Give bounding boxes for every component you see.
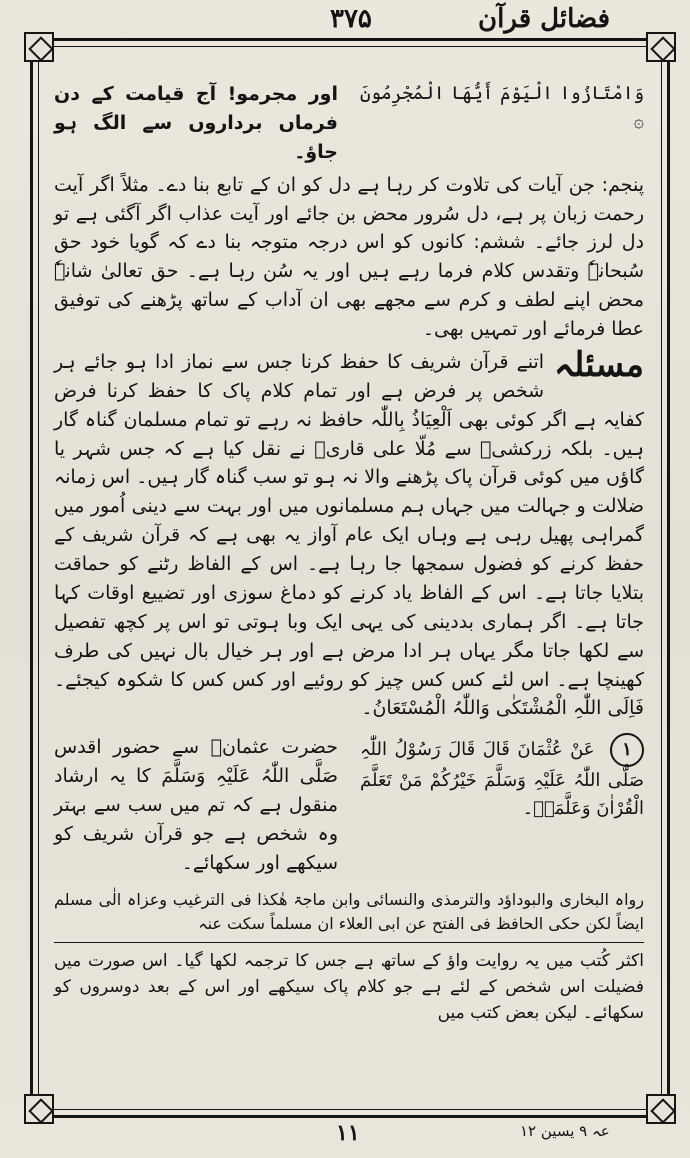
body-paragraph: پنجم: جن آیات کی تلاوت کر رہا ہے دل کو ان کے تابع بنا دے۔ مثلاً اگر آیت رحمت زبان پر ہے، دل سُرور محض بن جائے اور آیت عذاب اگر آگئی ہے تو دل لرز جائے۔ ششم: کانوں کو اس درجہ متوجہ بنا دے کہ گویا خود حق سُبحانہٗ وتقدس کلام فرما رہے ہیں اور یہ سُن رہا ہے۔ حق تعالیٰ شانہٗ محض اپنے لطف و کرم سے مجھے بھی ان آداب کے ساتھ پڑھنے کی توفیق عطا فرمائے اور تمہیں بھی۔ [54,173,644,340]
running-header-title: فضائل قرآن [478,4,610,34]
hadith-urdu: حضرت عثمانؓ سے حضور اقدس صَلَّی اللّٰہُ عَلَیْہِ وَسَلَّمَ کا یہ ارشاد منقول ہے کہ تم میں سب سے بہتر وہ شخص ہے جو قرآن شریف کو سیکھے اور سکھائے۔ [54,736,338,874]
footnote-divider [54,942,644,943]
verse-arabic: وَامْتَازُوا الْيَوْمَ أَيُّهَا الْمُجْرِمُونَ ۞ [360,83,644,132]
corner-ornament [646,1094,676,1124]
hadith-arabic: عَنْ عُثْمَانَ قَالَ قَالَ رَسُوْلُ اللّٰہِ صَلَّی اللّٰہُ عَلَیْہِ وَسَلَّمَ خَیْرُکُمْ مَنْ تَعَلَّمَ الْقُرْاٰنَ وَعَلَّمَہٗ۔ [360,739,644,820]
hadith-number: ۱ [610,733,644,767]
corner-ornament [24,32,54,62]
footer-page-number: ۱۱ [336,1120,360,1146]
corner-ornament [24,1094,54,1124]
verse-row [54,80,644,167]
corner-ornament [646,32,676,62]
masla-heading: مسئلہ [554,344,644,385]
footer-signature: عہ ۹ یسین ۱۲ [520,1122,610,1140]
page-body [54,80,644,1027]
masla-section [54,344,644,723]
footnote-text: اکثر کُتب میں یہ روایت واؤ کے ساتھ ہے جس کا ترجمہ لکھا گیا۔ اس صورت میں فضیلت اس شخص کے لئے ہے جو کلام پاک سیکھے اور اس کے بعد دوسروں کو سکھائے۔ لیکن بعض کتب میں [54,951,644,1023]
verse-translation: اور مجرمو! آج قیامت کے دن فرماں برداروں سے الگ ہو جاؤ۔ [54,83,338,163]
masla-text: اتنے قرآن شریف کا حفظ کرنا جس سے نماز ادا ہو جائے ہر شخص پر فرض ہے اور تمام کلام پاک کا حفظ کرنا فرض کفایہ ہے اگر کوئی بھی اَلْعِیَاذُ بِاللّٰہ حافظ نہ رہے تو تمام مسلمان گناہ گار ہیں۔ بلکہ زرکشیؒ سے مُلّا علی قاریؒ نے نقل کیا ہے کہ جس شہر یا گاؤں میں کوئی قرآن پاک پڑھنے والا نہ ہو تو سب گناہ گار ہیں۔ اس زمانہ ضلالت و جہالت میں جہاں ہم مسلمانوں میں اور بہت سے دینی اُمور میں گمراہی پھیل رہی ہے وہاں ایک عام آواز یہ بھی ہے کہ قرآن شریف کے حفظ کرنے کو فضول سمجھا جا رہا ہے۔ اس کے الفاظ رٹنے کو حماقت بتلایا جاتا ہے۔ اس کے الفاظ یاد کرنے کو دماغ سوزی اور تضییع اوقات کہا جاتا ہے۔ اگر ہماری بددینی کی یہی ایک وبا ہوتی تو اس پر کچھ تفصیل سے لکھا جاتا مگر یہاں ہر ادا مرض ہے اور ہر خیال بال نہیں کی طرف کھینچا ہے۔ اس لئے کس کس چیز کو روئیے اور کس کس کا شکوہ کیجئے۔ فَاِلَی اللّٰہِ الْمُشْتَکٰی وَاللّٰہُ الْمُسْتَعَانُ۔ [54,350,644,720]
hadith-row [54,733,644,877]
page-number: ۳۷۵ [330,4,372,34]
hadith-arabic-block [360,733,644,877]
hadith-citation: رواہ البخاری والبوداؤد والترمذی والنسائی وابن ماجۃ ھٰکذا فی الترغیب وعزاہ الٰی مسلم ایضاً لکن حکی الحافظ فی الفتح عن ابی العلاء ان مسلماً سکت عنہ [54,889,644,933]
